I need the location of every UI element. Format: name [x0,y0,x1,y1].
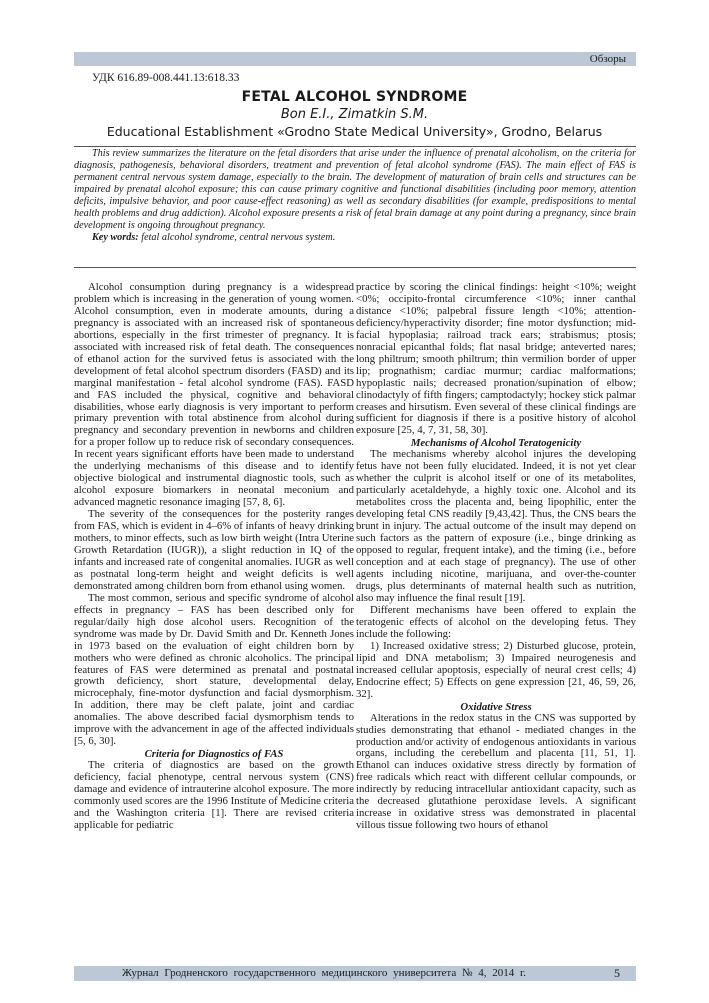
keywords [74,232,636,244]
abstract [74,148,636,244]
left-paragraph-4: The criteria of diagnostics are based on the growth deficiency, facial phenotype, central nervous system (CNS) damage and evidence of intrauterine alcohol exposure. The more commonly used scores are the 1996 Institute of Medicine criteria and the Washington criteria [1]. There are revised criteria applicable for pediatric [74,759,354,832]
left-paragraph-2: The severity of the consequences for the posterity ranges from FAS, which is evident in 4–6% of infants of heavy drinking mothers, to minor effects, such as low birth weight (Intra Uterine Growth Retardation (IUGR)), a slight reduction in IQ of the infants and increased rate of congenital anomalies. IUGR as well as postnatal long-term height and weight deficits is well demonstrated among children born from ethanol using women. [74,508,354,592]
left-paragraph-3: The most common, serious and specific syndrome of alcohol effects in pregnancy – FAS has been described only for regular/daily high dose alcohol users. Recognition of the syndrome was made by Dr. David Smith and Dr. Kenneth Jones in 1973 based on the evaluation of eight children born by mothers who were defined as chronic alcoholics. The principal features of FAS were determined as prenatal and postnatal growth deficiency, short stature, developmental delay, microcephaly, fine-motor dysfunction and facial dysmorphism. In addition, there may be cleft palate, joint and cardiac anomalies. The above described facial dysmorphism tends to improve with the advancement in age of the affected individuals [5, 6, 30]. [74,591,354,748]
journal-name: Журнал Гродненского государственного медицинского университета № 4, 2014 г. [122,967,527,979]
right-paragraph-3: Different mechanisms have been offered to explain the teratogenic effects of alcohol on the developing fetus. They include the following: [356,603,636,640]
heading-oxidative-stress: Oxidative Stress [460,700,532,713]
right-paragraph-5: Alterations in the redox status in the CNS was supported by studies demonstrating that ethanol - mediated changes in the production and/or activity of endogenous antioxidants in various organs, including the cerebellum and placenta [11, 51, 1]. Ethanol can induces oxidative stress directly by formation of free radicals which react with different cellular compounds, or indirectly by reducing intracellular antioxidant capacity, such as the decreased glutathione peroxidase levels. A significant increase in oxidative stress was demonstrated in placental villous tissue following two hours of ethanol [356,711,636,832]
section-label: Обзоры [589,53,626,65]
heading-criteria: Criteria for Diagnostics of FAS [144,748,284,761]
footer-banner [74,966,636,981]
left-paragraph-1: Alcohol consumption during pregnancy is a widespread problem which is increasing in the generation of young women. Alcohol consumption, even in moderate amounts, during a pregnancy is associated with an increased risk of spontaneous abortions, especially in the first trimester of pregnancy. It is associated with increased risk of fetal death. The consequences of ethanol action for the survived fetus is associated with the development of fetal alcohol spectrum disorders (FASD) and its marginal manifestation - fetal alcohol syndrome (FAS). FASD and FAS included the physical, cognitive and behavioral disabilities, whose early diagnosis is very important to perform primary prevention with total abstinence from alcohol during pregnancy and secondary prevention in newborns and children for a proper follow up to reduce risk of secondary consequences. In recent years significant efforts have been made to understand the underlying mechanisms of this disease and to identify objective biological and instrumental diagnostic tools, such as alcohol exposure biomarkers in neonatal meconium and advanced magnetic resonance imaging [57, 8, 6]. [74,281,354,509]
page-number: 5 [614,966,620,980]
right-paragraph-1: practice by scoring the clinical findings: height <10%; weight <0%; occipito-frontal circumference <10%; inner canthal distance <10%; palpebral fissure length <10%; attention-deficiency/hyperactivity disorder; fine motor dysfunction; mid-facial hypoplasia; railroad track ears; strabismus; ptosis; nonracial epicanthal folds; flat nasal bridge; anteverted nares; long philtrum; smooth philtrum; thin vermilion border of upper lip; prognathism; cardiac murmur; cardiac malformations; hypoplastic nails; decreased pronation/supination of elbow; clinodactyly of fifth fingers; camptodactyly; hockey stick palmar creases and hirsutism. Even several of these clinical findings are sufficient for diagnosis if there is a positive history of alcohol exposure [25, 4, 7, 31, 58, 30]. [356,281,636,437]
right-paragraph-2: The mechanisms whereby alcohol injures the developing fetus have not been fully elucidated. Indeed, it is not yet clear whether the culprit is alcohol itself or one of its metabolites, particularly acetaldehyde, a highly toxic one. Alcohol and its metabolites cross the placenta and, being lipophilic, enter the developing fetal CNS readily [9,43,42]. Thus, the CNS bears the brunt in injury. The actual outcome of the insult may depend on such factors as the pattern of exposure (i.e., binge drinking as opposed to regular, frequent intake), and the timing (i.e., before conception and at each stage of pregnancy). The use of other agents including nicotine, marijuana, and over-the-counter drugs, plus determinants of maternal health such as nutrition, also may influence the final result [19]. [356,448,636,604]
keywords-text: fetal alcohol syndrome, central nervous system. [141,231,336,243]
abstract-text: This review summarizes the literature on the fetal disorders that arise under the influence of prenatal alcoholism, on the criteria for diagnosis, pathogenesis, behavioral disorders, treatment and prevention of fetal alcohol syndrome (FAS). The main effect of FAS is permanent central nervous system damage, especially to the brain. The development of maturation of brain cells and structures can be impaired by prenatal alcohol exposure; this can cause primary cognitive and functional disabilities (including poor memory, attention deficits, impulsive behavior, and poor cause-effect reasoning) as well as secondary disabilities (for example, predispositions to mental health problems and drug addiction). Alcohol exposure presents a risk of fetal brain damage at any point during a pregnancy, since brain development is ongoing throughout pregnancy. [74,148,636,231]
top-banner [74,52,636,66]
keywords-label: Key words: [92,231,139,243]
left-column [74,282,354,832]
abstract-top-rule [74,146,636,147]
udk-code: УДК 616.89-008.441.13:618.33 [92,72,240,84]
affiliation: Educational Establishment «Grodno State Medical University», Grodno, Belarus [106,124,603,139]
article-title: FETAL ALCOHOL SYNDROME [241,89,468,105]
right-column [356,282,636,832]
heading-mechanisms: Mechanisms of Alcohol Teratogenicity [410,437,582,450]
authors: Bon E.I., Zimatkin S.M. [280,107,429,122]
right-paragraph-4: 1) Increased oxidative stress; 2) Disturbed glucose, protein, lipid and DNA metabolism; 3) Impaired neurogenesis and increased cellular apoptosis, especially of neural crest cells; 4) Endocrine effect; 5) Effects on gene expression [21, 46, 59, 26, 32]. [356,639,636,700]
abstract-bottom-rule [74,267,636,268]
